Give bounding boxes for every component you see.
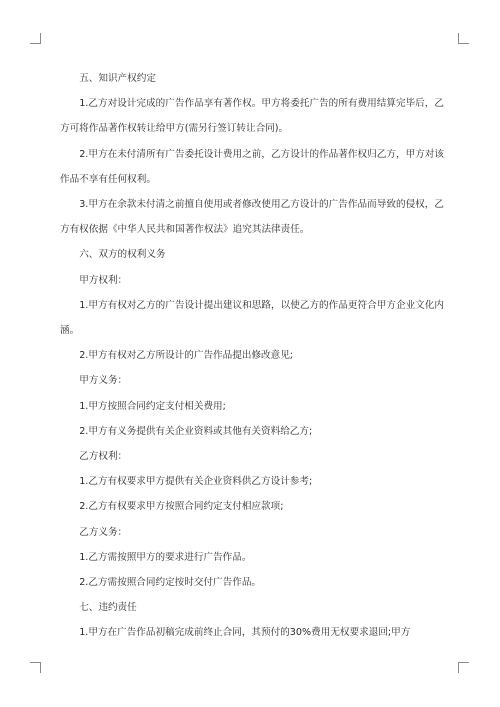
ip-clause-3: 3.甲方在余款未付清之前擅自使用或者修改使用乙方设计的广告作品而导致的侵权，乙方有权依据《中华人民共和国著作权法》追究其法律责任。 <box>60 199 444 236</box>
breach-clause-1: 1.甲方在广告作品初稿完成前终止合同，其预付的30%费用无权要求退回;甲方 <box>79 627 411 639</box>
party-b-right-2: 2.乙方有权要求甲方按照合同约定支付相应款项; <box>79 501 284 513</box>
crop-mark-top-left <box>30 33 41 44</box>
crop-mark-bottom-right <box>458 662 469 673</box>
crop-mark-bottom-left <box>30 662 41 673</box>
party-a-duty-2: 2.甲方有义务提供有关企业资料或其他有关资料给乙方; <box>79 425 313 437</box>
party-a-duties-label: 甲方义务： <box>79 375 128 387</box>
party-b-rights-label: 乙方权利： <box>79 451 128 463</box>
party-b-duty-1: 1.乙方需按照甲方的要求进行广告作品。 <box>79 551 252 563</box>
section-heading-breach: 七、违约责任 <box>79 602 137 614</box>
party-a-duty-1: 1.甲方按照合同约定支付相关费用; <box>79 400 226 412</box>
ip-clause-2: 2.甲方在未付清所有广告委托设计费用之前，乙方设计的作品著作权归乙方，甲方对该作品不享有任何权利。 <box>60 148 444 185</box>
party-a-rights-label: 甲方权利： <box>79 274 128 286</box>
party-b-duties-label: 乙方义务： <box>79 526 128 538</box>
ip-clause-1: 1.乙方对设计完成的广告作品享有著作权。甲方将委托广告的所有费用结算完毕后，乙方可将作品著作权转让给甲方(需另行签订转让合同)。 <box>60 98 444 135</box>
party-b-duty-2: 2.乙方需按照合同约定按时交付广告作品。 <box>79 577 262 589</box>
party-a-right-2: 2.甲方有权对乙方所设计的广告作品提出修改意见; <box>79 350 294 362</box>
document-body <box>60 66 444 646</box>
section-heading-rights: 六、双方的权利义务 <box>79 249 166 261</box>
party-a-right-1: 1.甲方有权对乙方的广告设计提出建议和思路，以使乙方的作品更符合甲方企业文化内涵。 <box>60 299 444 337</box>
party-b-right-1: 1.乙方有权要求甲方提供有关企业资料供乙方设计参考; <box>79 476 313 488</box>
section-heading-ip: 五、知识产权约定 <box>79 73 156 84</box>
crop-mark-top-right <box>458 33 469 44</box>
